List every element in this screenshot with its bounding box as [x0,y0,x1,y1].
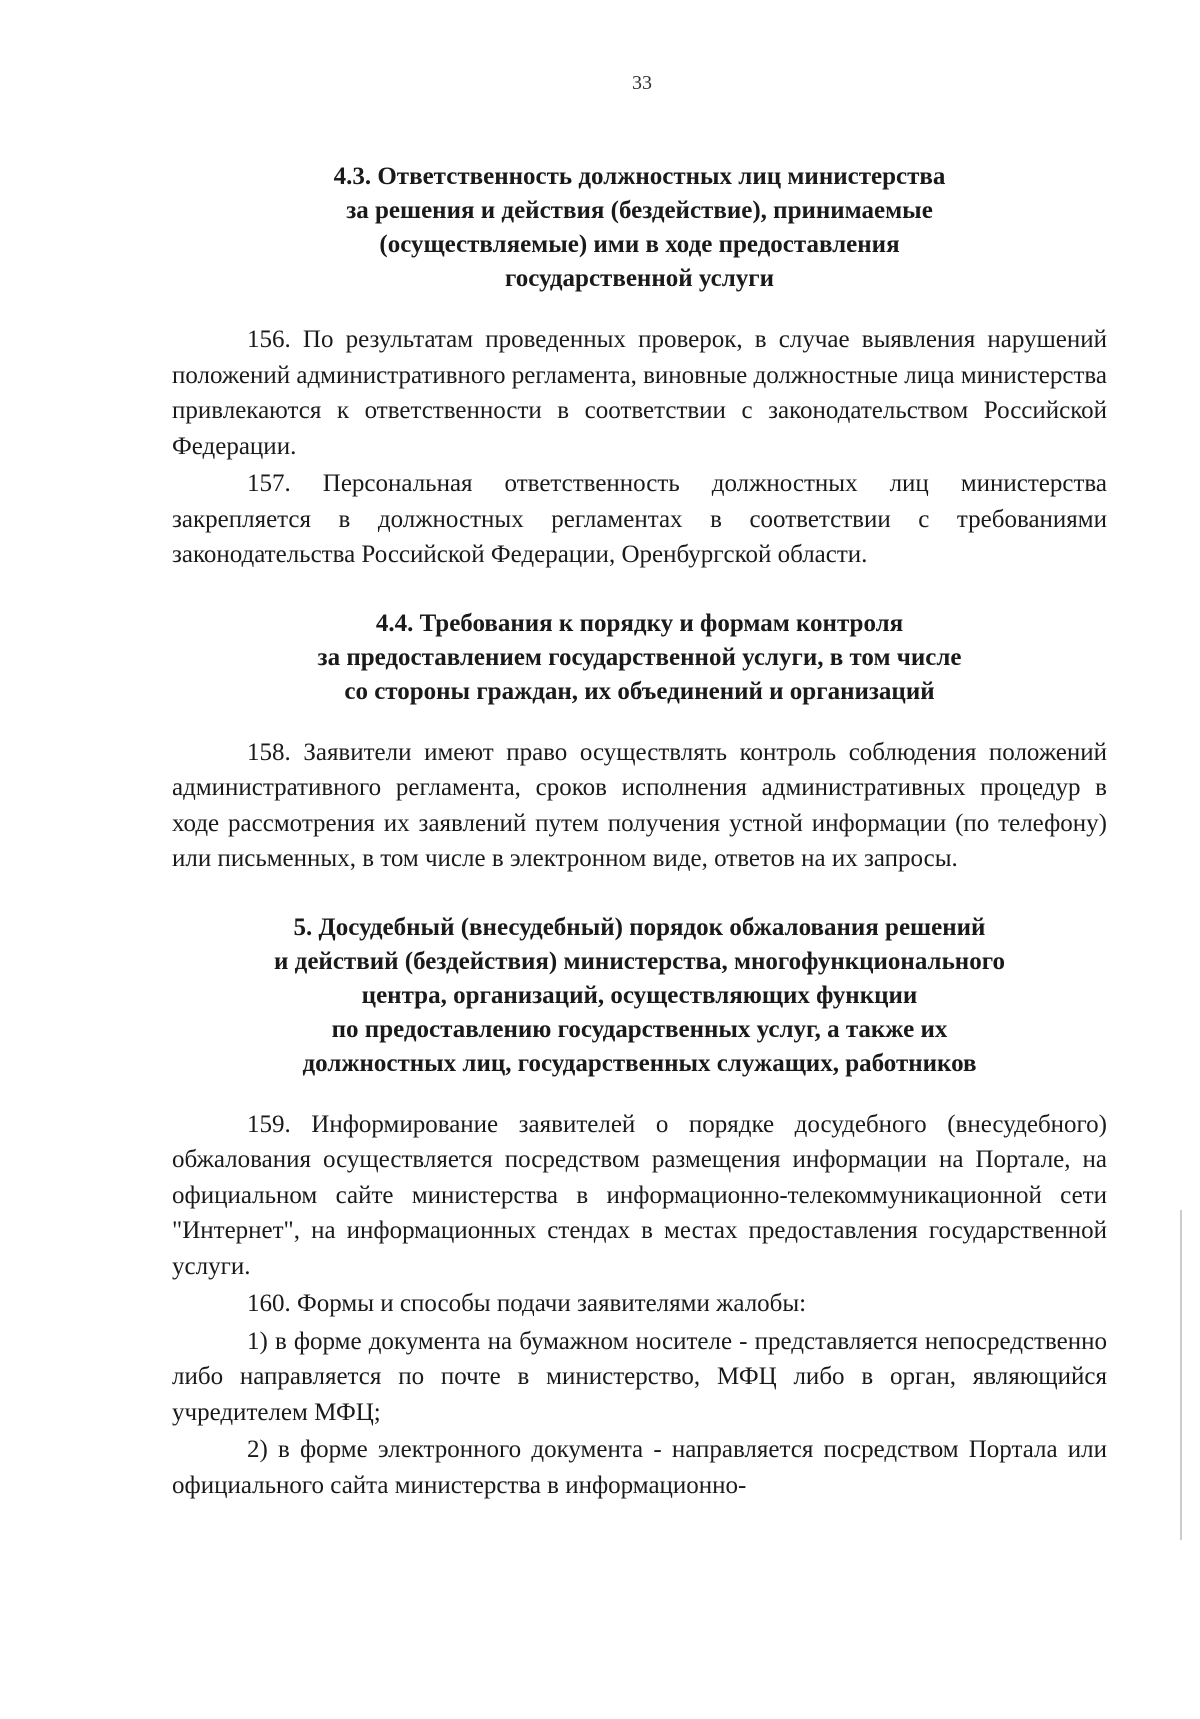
paragraph-158: 158. Заявители имеют право осуществлять контроль соблюдения положений административного регламента, сроков исполнения административных процедур в ходе рассмотрения их заявлений путем получения устной информации (по телефону) или письменных, в том числе в электронном виде, ответов на их запросы. [172,738,1107,872]
paragraph-160: 160. Формы и способы подачи заявителями жалобы: [247,1290,807,1317]
paragraph-156: 156. По результатам проведенных проверок, в случае выявления нарушений положений административного регламента, виновные должностные лица министерства привлекаются к ответственности в соответствии с законодательством Российской Федерации. [172,326,1107,460]
heading-line: должностных лиц, государственных служащих, работников [302,1049,977,1077]
heading-line: 5. Досудебный (внесудебный) порядок обжалования решений [293,913,986,941]
heading-line: и действий (бездействия) министерства, многофункционального [274,947,1005,975]
section-heading-4-4 [172,607,1107,709]
document-body [172,160,1107,1503]
paragraph-160-item-1: 1) в форме документа на бумажном носителе - представляется непосредственно либо направляется по почте в министерство, МФЦ либо в орган, являющийся учредителем МФЦ; [172,1327,1107,1426]
section-heading-4-3 [172,160,1107,296]
heading-line: со стороны граждан, их объединений и организаций [344,677,935,705]
heading-line: (осуществляемые) ими в ходе предоставления [379,231,900,258]
paragraph-157: 157. Персональная ответственность должностных лиц министерства закрепляется в должностных регламентах в соответствии с требованиями законодательства Российской Федерации, Оренбургской области. [172,470,1107,568]
heading-line: за решения и действия (бездействие), принимаемые [346,197,933,224]
heading-line: государственной услуги [504,265,775,292]
scan-edge-mark [1180,1210,1182,1540]
heading-line: за предоставлением государственной услуги, в том числе [317,643,962,671]
heading-line: по предоставлению государственных услуг, а также их [331,1015,948,1043]
page-number: 33 [632,72,652,94]
section-heading-5 [172,911,1107,1081]
heading-line: 4.3. Ответственность должностных лиц министерства [333,163,946,190]
paragraph-160-item-2: 2) в форме электронного документа - направляется посредством Портала или официального сайта министерства в информационно- [172,1436,1107,1499]
heading-line: 4.4. Требования к порядку и формам контроля [375,609,904,637]
heading-line: центра, организаций, осуществляющих функции [361,981,918,1009]
paragraph-159: 159. Информирование заявителей о порядке досудебного (внесудебного) обжалования осуществляется посредством размещения информации на Портале, на официальном сайте министерства в информационно-телекоммуникационной сети "Интернет", на информационных стендах в местах предоставления государственной услуги. [172,1110,1107,1280]
